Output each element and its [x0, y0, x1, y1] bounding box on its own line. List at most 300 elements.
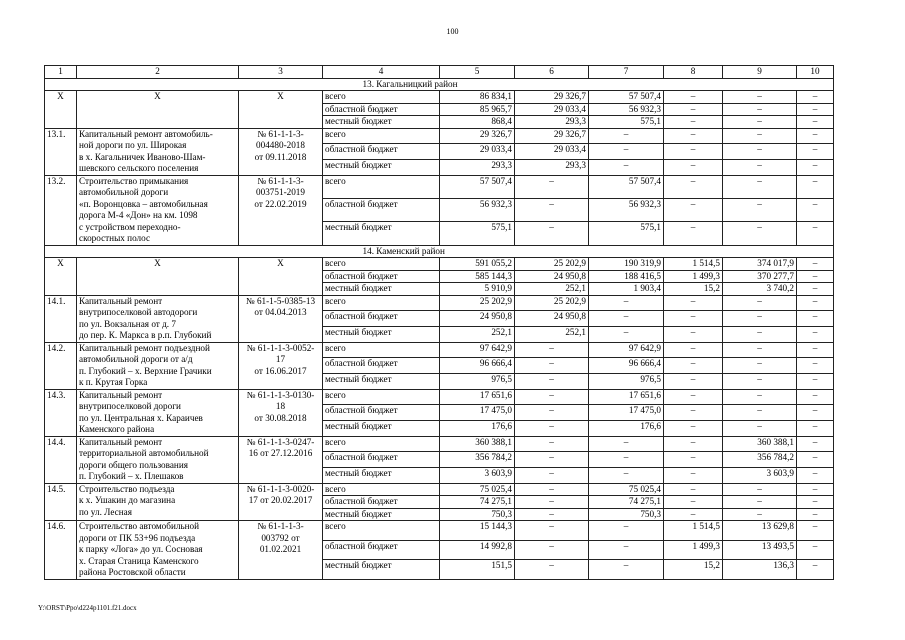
- empty-value-dash: –: [515, 222, 589, 245]
- amount-cell: 57 507,4: [440, 175, 515, 198]
- amount-cell: 86 834,1: [440, 91, 515, 104]
- item-name-line: п. Глубокий – х. Плешаков: [79, 471, 184, 481]
- item-name-line: Капитальный ремонт подъездной: [79, 342, 210, 353]
- budget-source-label: всего: [323, 91, 440, 104]
- empty-value-dash: –: [723, 295, 797, 311]
- item-document-line: от 09.11.2018: [254, 151, 307, 162]
- empty-value-dash: –: [797, 560, 834, 580]
- amount-cell: 29 033,4: [515, 103, 589, 116]
- empty-value-dash: –: [797, 222, 834, 245]
- summary-x-mark: Х: [239, 91, 323, 129]
- empty-value-dash: –: [515, 521, 589, 541]
- amount-cell: 15,2: [664, 283, 723, 296]
- amount-cell: 56 932,3: [589, 103, 664, 116]
- amount-cell: 56 932,3: [589, 198, 664, 221]
- empty-value-dash: –: [515, 342, 589, 358]
- budget-source-label: областной бюджет: [323, 452, 440, 468]
- column-number: 8: [664, 66, 723, 79]
- amount-cell: 56 932,3: [440, 198, 515, 221]
- empty-value-dash: –: [589, 540, 664, 560]
- amount-cell: 575,1: [589, 222, 664, 245]
- amount-cell: 24 950,8: [440, 311, 515, 327]
- item-number: 14.1.: [45, 295, 77, 342]
- empty-value-dash: –: [589, 560, 664, 580]
- amount-cell: 370 277,7: [723, 270, 797, 283]
- column-number: 4: [323, 66, 440, 79]
- item-document-line: 004480-2018: [256, 140, 305, 150]
- item-document-line: 003792 от: [261, 532, 300, 543]
- item-name: [77, 436, 239, 483]
- empty-value-dash: –: [797, 295, 834, 311]
- empty-value-dash: –: [589, 311, 664, 327]
- item-number: 14.5.: [45, 483, 77, 521]
- amount-cell: 29 033,4: [515, 144, 589, 160]
- item-row: [45, 342, 834, 358]
- empty-value-dash: –: [723, 342, 797, 358]
- item-name: [77, 342, 239, 389]
- empty-value-dash: –: [723, 91, 797, 104]
- empty-value-dash: –: [664, 467, 723, 483]
- amount-cell: 591 055,2: [440, 258, 515, 271]
- amount-cell: 97 642,9: [440, 342, 515, 358]
- amount-cell: 356 784,2: [440, 452, 515, 468]
- amount-cell: 293,3: [515, 116, 589, 129]
- budget-source-label: всего: [323, 128, 440, 144]
- empty-value-dash: –: [723, 175, 797, 198]
- item-name: [77, 389, 239, 436]
- empty-value-dash: –: [664, 436, 723, 452]
- budget-source-label: местный бюджет: [323, 222, 440, 245]
- amount-cell: 976,5: [589, 373, 664, 389]
- item-document-line: 18: [275, 401, 286, 411]
- empty-value-dash: –: [664, 198, 723, 221]
- empty-value-dash: –: [797, 326, 834, 342]
- empty-value-dash: –: [723, 496, 797, 509]
- item-number: 14.2.: [45, 342, 77, 389]
- file-path-footer: Y:\ORST\Ppo\d224p1101.f21.docx: [38, 604, 137, 612]
- item-document: [239, 389, 323, 436]
- item-document-line: 01.02.2021: [259, 544, 302, 554]
- item-document-line: 16 от 27.12.2016: [248, 448, 313, 458]
- empty-value-dash: –: [723, 222, 797, 245]
- item-document: [239, 128, 323, 175]
- budget-source-label: всего: [323, 295, 440, 311]
- amount-cell: 13 629,8: [723, 521, 797, 541]
- budget-source-label: областной бюджет: [323, 358, 440, 374]
- amount-cell: 74 275,1: [589, 496, 664, 509]
- budget-source-label: местный бюджет: [323, 159, 440, 175]
- amount-cell: 293,3: [440, 159, 515, 175]
- item-name-line: дороги общего пользования: [79, 459, 188, 470]
- budget-source-label: областной бюджет: [323, 496, 440, 509]
- empty-value-dash: –: [664, 144, 723, 160]
- item-document: [239, 175, 323, 245]
- empty-value-dash: –: [664, 483, 723, 496]
- empty-value-dash: –: [664, 389, 723, 405]
- amount-cell: 360 388,1: [723, 436, 797, 452]
- item-name: [77, 295, 239, 342]
- item-document-line: от 22.02.2019: [254, 198, 307, 209]
- item-name-line: автомобильной дороги: [79, 187, 169, 197]
- item-name-line: в х. Кагальничек Иваново-Шам-: [79, 151, 206, 162]
- item-name-line: внутрипоселковой автодороги: [79, 307, 198, 317]
- item-name-line: по ул. Вокзальная от д. 7: [79, 318, 176, 329]
- amount-cell: 25 202,9: [515, 295, 589, 311]
- amount-cell: 96 666,4: [440, 358, 515, 374]
- budget-source-label: всего: [323, 483, 440, 496]
- amount-cell: 252,1: [440, 326, 515, 342]
- item-document-line: от 30.08.2018: [254, 412, 307, 423]
- column-number-row: [45, 66, 834, 79]
- item-name-line: территориальной автомобильной: [79, 448, 209, 458]
- budget-source-label: всего: [323, 389, 440, 405]
- empty-value-dash: –: [723, 128, 797, 144]
- amount-cell: 15,2: [664, 560, 723, 580]
- item-document-line: 17: [275, 354, 286, 364]
- item-name-line: с устройством переходно-: [79, 221, 181, 232]
- item-name-line: района Ростовской области: [79, 567, 186, 577]
- empty-value-dash: –: [797, 508, 834, 521]
- amount-cell: 29 326,7: [440, 128, 515, 144]
- item-document-line: № 61-1-1-3-0130-: [246, 389, 315, 400]
- item-name-line: Капитальный ремонт автомобиль-: [79, 128, 213, 139]
- empty-value-dash: –: [664, 116, 723, 129]
- empty-value-dash: –: [723, 508, 797, 521]
- empty-value-dash: –: [515, 358, 589, 374]
- empty-value-dash: –: [664, 496, 723, 509]
- amount-cell: 29 326,7: [515, 91, 589, 104]
- item-document: [239, 521, 323, 580]
- empty-value-dash: –: [797, 175, 834, 198]
- amount-cell: 24 950,8: [515, 311, 589, 327]
- empty-value-dash: –: [664, 508, 723, 521]
- amount-cell: 75 025,4: [440, 483, 515, 496]
- empty-value-dash: –: [515, 198, 589, 221]
- summary-x-mark: Х: [239, 258, 323, 296]
- summary-x-mark: Х: [77, 91, 239, 129]
- item-document-line: № 61-1-1-3-: [257, 128, 304, 139]
- empty-value-dash: –: [723, 389, 797, 405]
- item-row: [45, 436, 834, 452]
- empty-value-dash: –: [515, 483, 589, 496]
- item-document-line: 17 от 20.02.2017: [248, 495, 313, 505]
- empty-value-dash: –: [797, 258, 834, 271]
- item-document-line: от 16.06.2017: [254, 365, 307, 376]
- empty-value-dash: –: [589, 295, 664, 311]
- empty-value-dash: –: [664, 222, 723, 245]
- empty-value-dash: –: [664, 405, 723, 421]
- amount-cell: 15 144,3: [440, 521, 515, 541]
- empty-value-dash: –: [515, 496, 589, 509]
- item-name-line: п. Глубокий – х. Верхние Грачики: [79, 365, 212, 376]
- empty-value-dash: –: [664, 128, 723, 144]
- section-blank-cell: [45, 245, 323, 258]
- budget-source-label: областной бюджет: [323, 103, 440, 116]
- amount-cell: 1 514,5: [664, 521, 723, 541]
- budget-source-label: областной бюджет: [323, 198, 440, 221]
- amount-cell: 25 202,9: [515, 258, 589, 271]
- column-number: 9: [723, 66, 797, 79]
- item-name-line: по ул. Лесная: [79, 506, 132, 517]
- amount-cell: 293,3: [515, 159, 589, 175]
- empty-value-dash: –: [664, 311, 723, 327]
- item-document-line: № 61-1-5-0385-13: [245, 295, 316, 306]
- empty-value-dash: –: [797, 198, 834, 221]
- amount-cell: 96 666,4: [589, 358, 664, 374]
- empty-value-dash: –: [797, 116, 834, 129]
- budget-source-label: областной бюджет: [323, 144, 440, 160]
- budget-source-label: местный бюджет: [323, 560, 440, 580]
- budget-source-label: областной бюджет: [323, 405, 440, 421]
- empty-value-dash: –: [515, 373, 589, 389]
- item-row: [45, 175, 834, 198]
- section-header-row: [45, 78, 834, 91]
- amount-cell: 17 475,0: [440, 405, 515, 421]
- empty-value-dash: –: [515, 540, 589, 560]
- summary-x-mark: Х: [45, 258, 77, 296]
- amount-cell: 24 950,8: [515, 270, 589, 283]
- budget-source-label: местный бюджет: [323, 467, 440, 483]
- item-name-line: дорога М-4 «Дон» на км. 1098: [79, 210, 198, 220]
- item-name-line: Каменского района: [79, 424, 155, 434]
- empty-value-dash: –: [797, 358, 834, 374]
- empty-value-dash: –: [515, 560, 589, 580]
- section-blank-cell: [45, 78, 323, 91]
- item-name-line: по ул. Центральная х. Караичев: [79, 412, 203, 423]
- budget-source-label: местный бюджет: [323, 326, 440, 342]
- budget-source-label: всего: [323, 436, 440, 452]
- amount-cell: 252,1: [515, 326, 589, 342]
- empty-value-dash: –: [515, 405, 589, 421]
- item-name-line: Строительство автомобильной: [79, 521, 200, 531]
- column-number: 10: [797, 66, 834, 79]
- budget-source-label: местный бюджет: [323, 373, 440, 389]
- empty-value-dash: –: [589, 159, 664, 175]
- item-row: [45, 295, 834, 311]
- amount-cell: 17 651,6: [589, 389, 664, 405]
- item-name-line: Строительство подъезда: [79, 483, 175, 494]
- empty-value-dash: –: [723, 358, 797, 374]
- summary-row: [45, 258, 834, 271]
- item-name-line: автомобильной дороги от а/д: [79, 354, 193, 364]
- empty-value-dash: –: [723, 483, 797, 496]
- amount-cell: 136,3: [723, 560, 797, 580]
- amount-cell: 190 319,9: [589, 258, 664, 271]
- empty-value-dash: –: [797, 342, 834, 358]
- empty-value-dash: –: [515, 420, 589, 436]
- item-name-line: ной дороги по ул. Широкая: [79, 140, 187, 150]
- amount-cell: 575,1: [440, 222, 515, 245]
- amount-cell: 868,4: [440, 116, 515, 129]
- empty-value-dash: –: [797, 521, 834, 541]
- empty-value-dash: –: [723, 311, 797, 327]
- empty-value-dash: –: [797, 283, 834, 296]
- empty-value-dash: –: [797, 144, 834, 160]
- item-number: 14.3.: [45, 389, 77, 436]
- item-name-line: Капитальный ремонт: [79, 295, 163, 306]
- empty-value-dash: –: [797, 373, 834, 389]
- item-number: 13.2.: [45, 175, 77, 245]
- empty-value-dash: –: [589, 436, 664, 452]
- empty-value-dash: –: [797, 270, 834, 283]
- empty-value-dash: –: [797, 420, 834, 436]
- empty-value-dash: –: [723, 420, 797, 436]
- empty-value-dash: –: [589, 128, 664, 144]
- item-document-line: № 61-1-1-3-0247-: [246, 436, 315, 447]
- item-document-line: 003751-2019: [256, 187, 305, 197]
- amount-cell: 151,5: [440, 560, 515, 580]
- section-title: 13. Кагальницкий район: [323, 78, 834, 91]
- item-name-line: к х. Ушакин до магазина: [79, 495, 176, 505]
- budget-source-label: всего: [323, 258, 440, 271]
- empty-value-dash: –: [797, 405, 834, 421]
- empty-value-dash: –: [589, 467, 664, 483]
- item-name-line: шевского сельского поселения: [79, 163, 199, 173]
- empty-value-dash: –: [797, 389, 834, 405]
- amount-cell: 750,3: [440, 508, 515, 521]
- amount-cell: 976,5: [440, 373, 515, 389]
- empty-value-dash: –: [797, 496, 834, 509]
- empty-value-dash: –: [797, 483, 834, 496]
- amount-cell: 1 903,4: [589, 283, 664, 296]
- empty-value-dash: –: [797, 103, 834, 116]
- column-number: 5: [440, 66, 515, 79]
- item-name-line: «п. Воронцовка – автомобильная: [79, 198, 208, 209]
- amount-cell: 29 326,7: [515, 128, 589, 144]
- empty-value-dash: –: [723, 116, 797, 129]
- empty-value-dash: –: [797, 311, 834, 327]
- item-document: [239, 295, 323, 342]
- empty-value-dash: –: [664, 326, 723, 342]
- empty-value-dash: –: [664, 420, 723, 436]
- empty-value-dash: –: [723, 373, 797, 389]
- empty-value-dash: –: [664, 103, 723, 116]
- empty-value-dash: –: [723, 405, 797, 421]
- column-number: 3: [239, 66, 323, 79]
- budget-source-label: всего: [323, 521, 440, 541]
- column-number: 6: [515, 66, 589, 79]
- item-document: [239, 436, 323, 483]
- amount-cell: 13 493,5: [723, 540, 797, 560]
- amount-cell: 75 025,4: [589, 483, 664, 496]
- item-document: [239, 342, 323, 389]
- amount-cell: 5 910,9: [440, 283, 515, 296]
- amount-cell: 188 416,5: [589, 270, 664, 283]
- page-number: 100: [446, 27, 459, 36]
- amount-cell: 3 603,9: [440, 467, 515, 483]
- item-name-line: внутрипоселковой дороги: [79, 401, 181, 411]
- amount-cell: 17 475,0: [589, 405, 664, 421]
- item-document-line: № 61-1-1-3-0020-: [246, 483, 315, 494]
- empty-value-dash: –: [515, 389, 589, 405]
- column-number: 7: [589, 66, 664, 79]
- amount-cell: 3 603,9: [723, 467, 797, 483]
- budget-source-label: местный бюджет: [323, 420, 440, 436]
- item-name: [77, 175, 239, 245]
- budget-source-label: всего: [323, 342, 440, 358]
- summary-row: [45, 91, 834, 104]
- amount-cell: 57 507,4: [589, 175, 664, 198]
- item-name: [77, 128, 239, 175]
- empty-value-dash: –: [515, 467, 589, 483]
- item-name-line: скоростных полос: [79, 233, 151, 243]
- empty-value-dash: –: [589, 521, 664, 541]
- amount-cell: 3 740,2: [723, 283, 797, 296]
- amount-cell: 252,1: [515, 283, 589, 296]
- empty-value-dash: –: [797, 467, 834, 483]
- empty-value-dash: –: [664, 159, 723, 175]
- budget-source-label: областной бюджет: [323, 311, 440, 327]
- empty-value-dash: –: [589, 452, 664, 468]
- empty-value-dash: –: [589, 144, 664, 160]
- item-name: [77, 521, 239, 580]
- amount-cell: 374 017,9: [723, 258, 797, 271]
- column-number: 1: [45, 66, 77, 79]
- item-document-line: № 61-1-1-3-0052-: [246, 342, 315, 353]
- empty-value-dash: –: [723, 103, 797, 116]
- budget-source-label: местный бюджет: [323, 116, 440, 129]
- item-row: [45, 521, 834, 541]
- item-document-line: от 04.04.2013: [254, 307, 307, 317]
- item-name-line: Строительство примыкания: [79, 175, 189, 186]
- item-name-line: дороги от ПК 53+96 подъезда: [79, 532, 196, 543]
- item-document-line: № 61-1-1-3-: [257, 521, 304, 531]
- empty-value-dash: –: [664, 342, 723, 358]
- empty-value-dash: –: [664, 175, 723, 198]
- item-number: 14.4.: [45, 436, 77, 483]
- item-name-line: к парку «Лога» до ул. Сосновая: [79, 544, 203, 554]
- empty-value-dash: –: [664, 358, 723, 374]
- amount-cell: 356 784,2: [723, 452, 797, 468]
- item-name-line: Капитальный ремонт: [79, 436, 163, 447]
- budget-source-label: областной бюджет: [323, 270, 440, 283]
- budget-table: [44, 65, 834, 580]
- empty-value-dash: –: [723, 144, 797, 160]
- item-name-line: Капитальный ремонт: [79, 389, 163, 400]
- amount-cell: 575,1: [589, 116, 664, 129]
- item-row: [45, 389, 834, 405]
- item-document-line: № 61-1-1-3-: [257, 175, 304, 186]
- empty-value-dash: –: [797, 452, 834, 468]
- empty-value-dash: –: [797, 159, 834, 175]
- column-number: 2: [77, 66, 239, 79]
- amount-cell: 1 499,3: [664, 540, 723, 560]
- empty-value-dash: –: [723, 198, 797, 221]
- budget-source-label: областной бюджет: [323, 540, 440, 560]
- item-number: 13.1.: [45, 128, 77, 175]
- empty-value-dash: –: [664, 91, 723, 104]
- amount-cell: 176,6: [440, 420, 515, 436]
- amount-cell: 1 499,3: [664, 270, 723, 283]
- empty-value-dash: –: [664, 373, 723, 389]
- empty-value-dash: –: [797, 436, 834, 452]
- summary-x-mark: Х: [45, 91, 77, 129]
- empty-value-dash: –: [797, 128, 834, 144]
- item-row: [45, 483, 834, 496]
- empty-value-dash: –: [515, 175, 589, 198]
- amount-cell: 14 992,8: [440, 540, 515, 560]
- amount-cell: 750,3: [589, 508, 664, 521]
- item-name: [77, 483, 239, 521]
- amount-cell: 57 507,4: [589, 91, 664, 104]
- amount-cell: 17 651,6: [440, 389, 515, 405]
- budget-source-label: всего: [323, 175, 440, 198]
- amount-cell: 1 514,5: [664, 258, 723, 271]
- budget-source-label: местный бюджет: [323, 508, 440, 521]
- budget-source-label: местный бюджет: [323, 283, 440, 296]
- amount-cell: 25 202,9: [440, 295, 515, 311]
- empty-value-dash: –: [515, 508, 589, 521]
